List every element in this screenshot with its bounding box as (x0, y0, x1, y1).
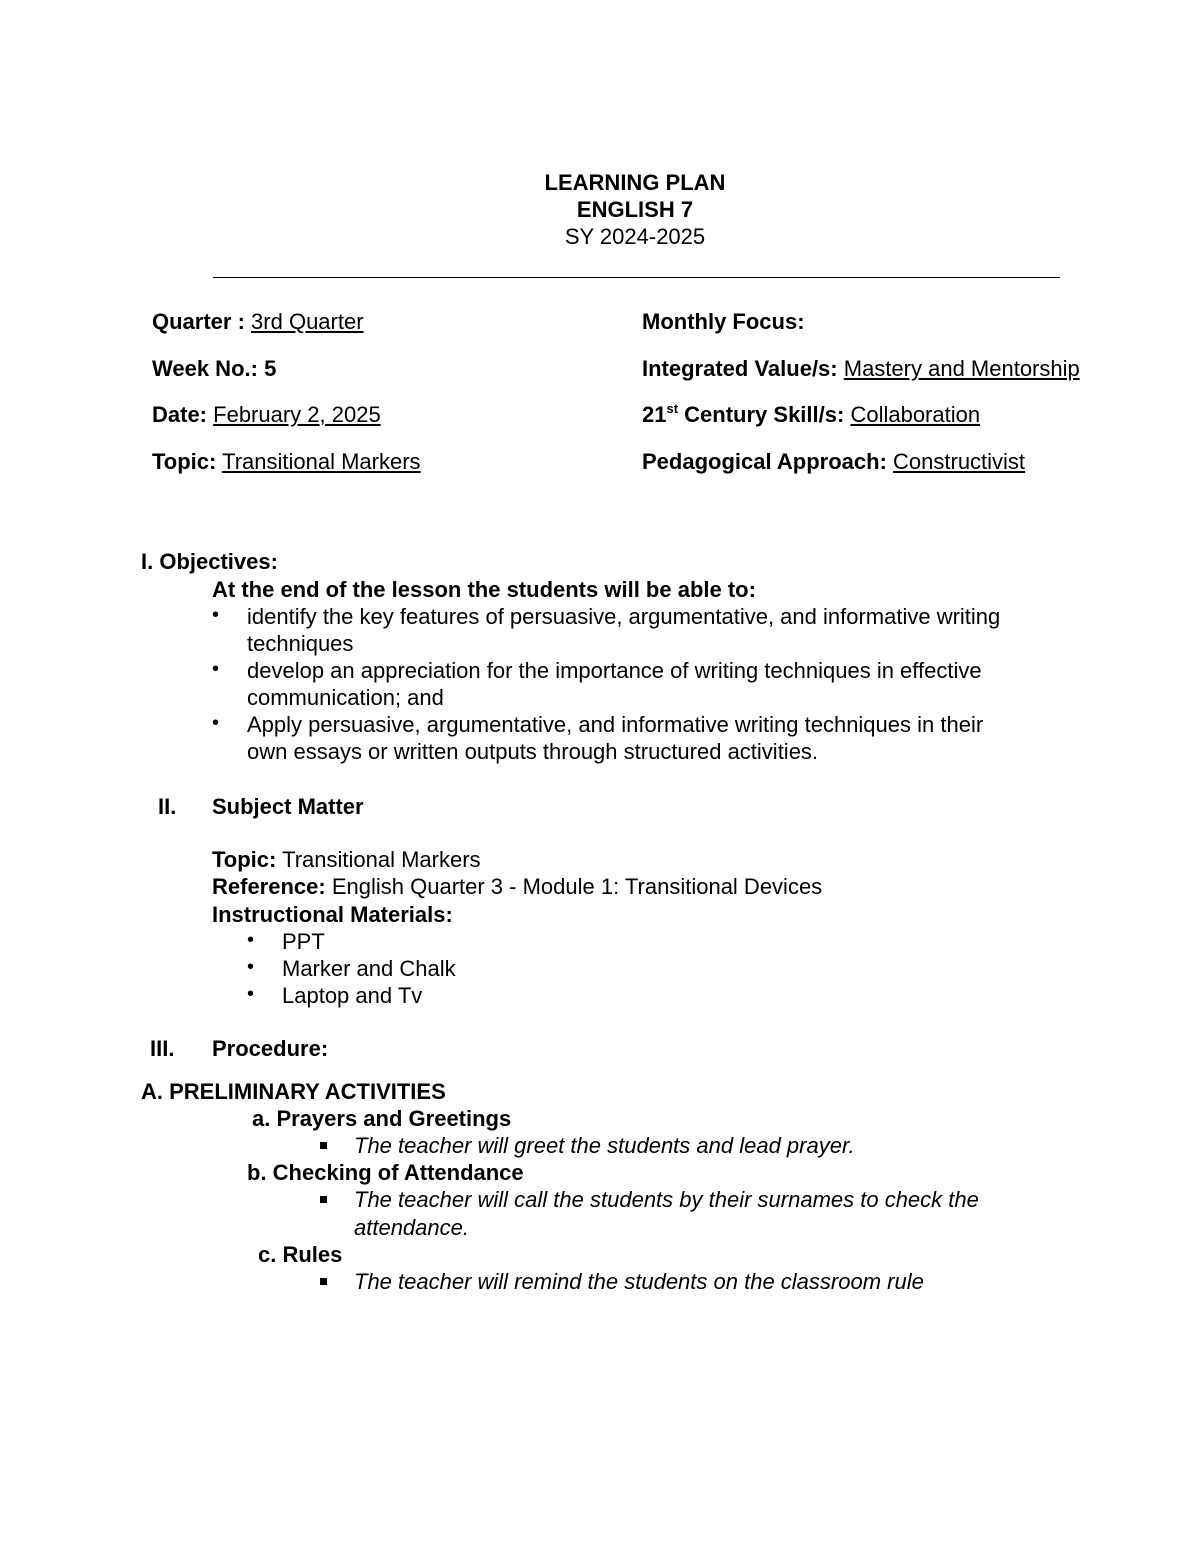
header-divider (213, 277, 1060, 278)
values-value: Mastery and Mentorship (843, 356, 1080, 381)
bullet-dot-icon: • (247, 929, 255, 951)
material-item: Laptop and Tv (282, 983, 423, 1008)
subject-matter-heading: Subject Matter (212, 794, 364, 819)
prayers-text: The teacher will greet the students and lead prayer. (354, 1133, 855, 1158)
skills-field (642, 402, 980, 428)
sm-reference-field (212, 874, 822, 900)
sm-topic-field (212, 847, 481, 873)
procedure-heading: Procedure: (212, 1036, 329, 1061)
sm-reference-value: English Quarter 3 - Module 1: Transitional Devices (331, 874, 823, 899)
subject-matter-numeral: II. (158, 794, 177, 819)
bullet-dot-icon: • (212, 658, 220, 680)
preliminary-activities-heading: A. PRELIMINARY ACTIVITIES (141, 1079, 446, 1104)
bullet-dot-icon: • (212, 712, 220, 734)
objective-item-cont: communication; and (247, 685, 444, 710)
square-bullet-icon (320, 1278, 327, 1285)
objective-item-cont: techniques (247, 631, 354, 656)
attendance-heading: b. Checking of Attendance (247, 1160, 524, 1185)
date-label: Date: (152, 402, 208, 427)
monthly-focus-label: Monthly Focus: (642, 309, 805, 334)
objectives-heading: I. Objectives: (141, 549, 278, 574)
rules-text: The teacher will remind the students on the classroom rule (354, 1269, 924, 1294)
quarter-field (152, 309, 364, 335)
date-value: February 2, 2025 (213, 402, 381, 427)
square-bullet-icon (320, 1196, 327, 1203)
skills-label: 21st Century Skill/s: (642, 400, 845, 427)
attendance-text: The teacher will call the students by their surnames to check the (354, 1187, 979, 1212)
objective-item: develop an appreciation for the importance of writing techniques in effective (247, 658, 982, 683)
sm-topic-label: Topic: (212, 847, 277, 872)
skills-value: Collaboration (850, 402, 981, 427)
values-label: Integrated Value/s: (642, 356, 838, 381)
square-bullet-icon (320, 1142, 327, 1149)
material-item: PPT (282, 929, 325, 954)
approach-value: Constructivist (893, 449, 1026, 474)
procedure-numeral: III. (150, 1036, 175, 1061)
bullet-dot-icon: • (247, 956, 255, 978)
date-field (152, 402, 381, 428)
week-field: Week No.: 5 (152, 356, 277, 381)
attendance-text-cont: attendance. (354, 1215, 469, 1240)
document-title: LEARNING PLAN (544, 170, 726, 195)
topic-label: Topic: (152, 449, 217, 474)
topic-value: Transitional Markers (222, 449, 421, 474)
quarter-label: Quarter : (152, 309, 245, 334)
sm-materials-label: Instructional Materials: (212, 902, 453, 927)
topic-field (152, 449, 421, 475)
quarter-value: 3rd Quarter (251, 309, 364, 334)
material-item: Marker and Chalk (282, 956, 456, 981)
bullet-dot-icon: • (247, 983, 255, 1005)
bullet-dot-icon: • (212, 604, 220, 626)
objective-item: Apply persuasive, argumentative, and informative writing techniques in their (247, 712, 984, 737)
document-subject: ENGLISH 7 (576, 197, 694, 222)
sm-reference-label: Reference: (212, 874, 326, 899)
values-field (642, 356, 1080, 382)
sm-topic-value: Transitional Markers (282, 847, 481, 872)
school-year: SY 2024-2025 (564, 224, 706, 249)
rules-heading: c. Rules (258, 1242, 343, 1267)
objectives-intro: At the end of the lesson the students will be able to: (212, 577, 756, 602)
approach-label: Pedagogical Approach: (642, 449, 887, 474)
objective-item-cont: own essays or written outputs through structured activities. (247, 739, 819, 764)
objective-item: identify the key features of persuasive, argumentative, and informative writing (247, 604, 1001, 629)
approach-field (642, 449, 1025, 475)
prayers-heading: a. Prayers and Greetings (252, 1106, 512, 1131)
